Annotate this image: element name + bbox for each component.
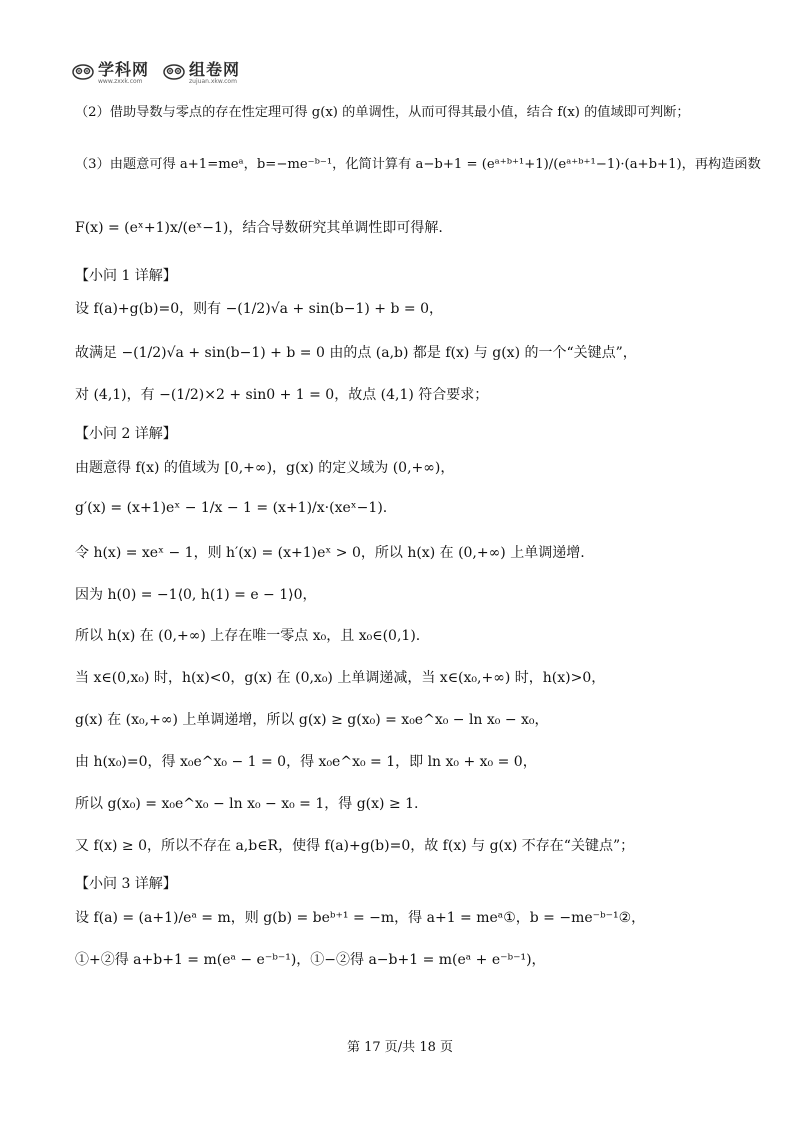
text-line: （2）借助导数与零点的存在性定理可得 g(x) 的单调性，从而可得其最小值，结合 f(x) 的值域即可判断； bbox=[75, 105, 690, 120]
text-line: g′(x) = (x+1)eˣ − 1/x − 1 = (x+1)/x·(xeˣ−1). bbox=[75, 500, 388, 516]
logo-xuekewang bbox=[72, 62, 149, 85]
text-line: 由 h(x₀)=0，得 x₀e^x₀ − 1 = 0，得 x₀e^x₀ = 1，即 ln x₀ + x₀ = 0， bbox=[75, 754, 537, 770]
owl-icon bbox=[163, 62, 185, 80]
text-line: 所以 g(x₀) = x₀e^x₀ − ln x₀ − x₀ = 1，得 g(x) ≥ 1. bbox=[75, 796, 419, 812]
text-line: 当 x∈(0,x₀) 时，h(x)<0，g(x) 在 (0,x₀) 上单调递减，当 x∈(x₀,+∞) 时，h(x)>0， bbox=[75, 670, 606, 686]
text-line: 所以 h(x) 在 (0,+∞) 上存在唯一零点 x₀，且 x₀∈(0,1). bbox=[75, 628, 421, 644]
page-number: 第 17 页/共 18 页 bbox=[347, 1040, 453, 1055]
text-line: （3）由题意可得 a+1=meᵃ，b=−me⁻ᵇ⁻¹，化简计算有 a−b+1 = (eᵃ⁺ᵇ⁺¹+1)/(eᵃ⁺ᵇ⁺¹−1)·(a+b+1)，再构造函数 bbox=[75, 157, 761, 172]
text-line: 因为 h(0) = −1⟨0, h(1) = e − 1⟩0， bbox=[75, 587, 317, 603]
section-heading: 【小问 1 详解】 bbox=[75, 268, 177, 284]
header-logos bbox=[72, 62, 240, 85]
text-line: 设 f(a) = (a+1)/eᵃ = m，则 g(b) = beᵇ⁺¹ = −m，得 a+1 = meᵃ①，b = −me⁻ᵇ⁻¹②， bbox=[75, 910, 646, 926]
logo-main-text: 组卷网 bbox=[189, 60, 241, 79]
text-line: 故满足 −(1/2)√a + sin(b−1) + b = 0 由的点 (a,b) 都是 f(x) 与 g(x) 的一个“关键点”， bbox=[75, 345, 637, 361]
text-line: F(x) = (eˣ+1)x/(eˣ−1)，结合导数研究其单调性即可得解. bbox=[75, 220, 443, 236]
text-line: 又 f(x) ≥ 0，所以不存在 a,b∈R，使得 f(a)+g(b)=0，故 f(x) 与 g(x) 不存在“关键点”； bbox=[75, 838, 635, 854]
text-line: 对 (4,1)，有 −(1/2)×2 + sin0 + 1 = 0，故点 (4,1) 符合要求； bbox=[75, 387, 489, 403]
text-line: 由题意得 f(x) 的值域为 [0,+∞)，g(x) 的定义域为 (0,+∞)， bbox=[75, 460, 455, 476]
logo-zujuanwang bbox=[163, 62, 240, 85]
logo-sub-text: www.zxxk.com bbox=[98, 78, 143, 85]
section-heading: 【小问 2 详解】 bbox=[75, 426, 177, 442]
logo-sub-text: zujuan.xkw.com bbox=[189, 78, 237, 85]
section-heading: 【小问 3 详解】 bbox=[75, 876, 177, 892]
owl-icon bbox=[72, 62, 94, 80]
text-line: 设 f(a)+g(b)=0，则有 −(1/2)√a + sin(b−1) + b = 0， bbox=[75, 301, 443, 317]
logo-main-text: 学科网 bbox=[98, 60, 150, 79]
text-line: ①+②得 a+b+1 = m(eᵃ − e⁻ᵇ⁻¹)，①−②得 a−b+1 = m(eᵃ + e⁻ᵇ⁻¹)， bbox=[75, 952, 546, 968]
text-line: g(x) 在 (x₀,+∞) 上单调递增，所以 g(x) ≥ g(x₀) = x₀e^x₀ − ln x₀ − x₀， bbox=[75, 712, 549, 728]
text-line: 令 h(x) = xeˣ − 1，则 h′(x) = (x+1)eˣ > 0，所以 h(x) 在 (0,+∞) 上单调递增. bbox=[75, 545, 585, 561]
